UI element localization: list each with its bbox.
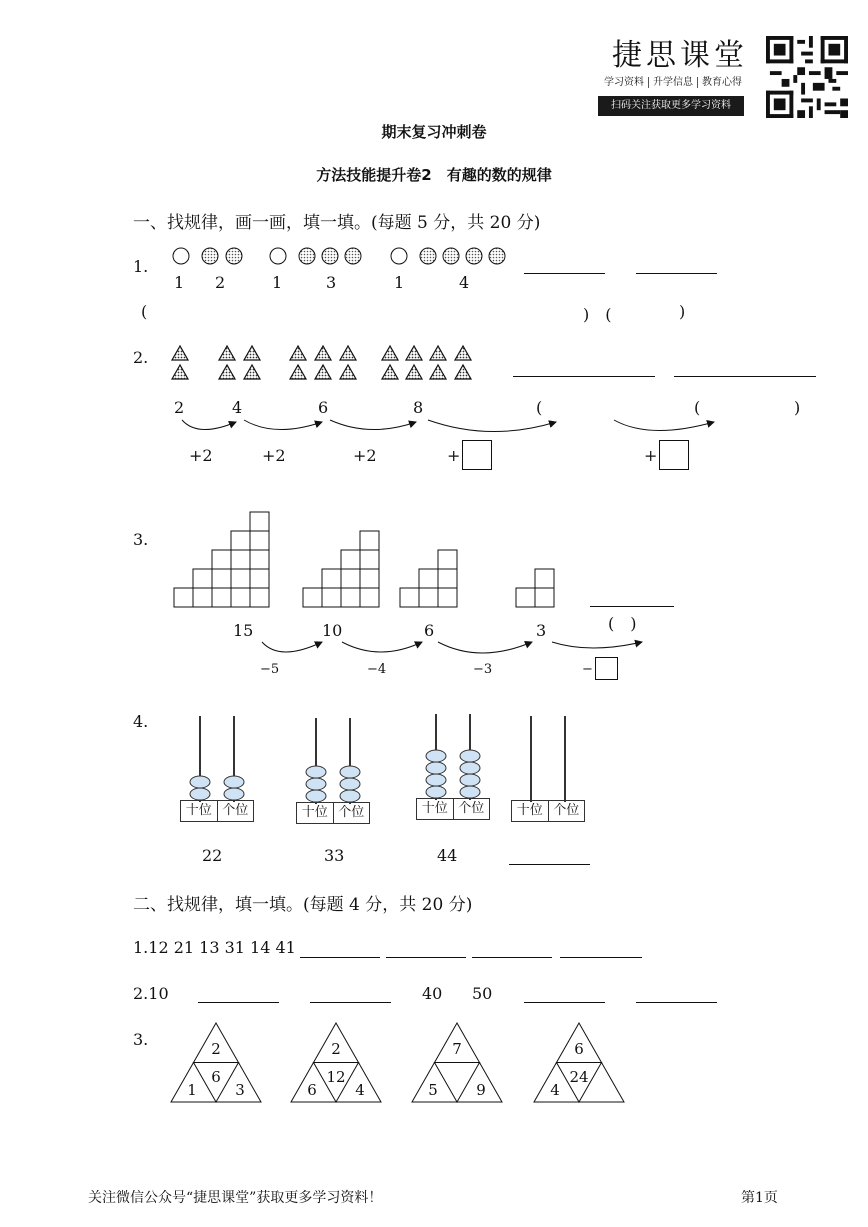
circle-dotted xyxy=(202,248,218,264)
step-label: +2 xyxy=(353,446,377,465)
tens-label: 十位 xyxy=(512,801,549,821)
answer-box[interactable] xyxy=(659,440,689,470)
brand-tag: 学习资料 xyxy=(600,77,649,88)
brand-tag: 教育心得 xyxy=(702,77,742,88)
scan-banner: 扫码关注获取更多学习资料 xyxy=(598,96,744,116)
q1-label: 1 xyxy=(272,273,283,292)
step-label: + xyxy=(644,446,658,465)
answer-blank[interactable] xyxy=(310,1002,391,1003)
qr-code-icon xyxy=(766,36,848,118)
step-label: −3 xyxy=(473,662,493,677)
question-number: 1. xyxy=(133,257,149,276)
abacus-value: 22 xyxy=(202,846,223,865)
triangle-center: 24 xyxy=(569,1068,589,1086)
bead xyxy=(340,778,360,790)
circle-dotted xyxy=(443,248,459,264)
triangle-right: 4 xyxy=(355,1081,365,1099)
number-triangle xyxy=(533,1022,625,1104)
s2-q2-number: 40 xyxy=(422,984,443,1003)
triangle xyxy=(382,346,398,360)
arrow xyxy=(330,420,416,430)
question-number: 4. xyxy=(133,712,149,731)
answer-blank[interactable] xyxy=(472,957,552,958)
circle-empty xyxy=(270,248,286,264)
abacus-value: 33 xyxy=(324,846,345,865)
answer-blank[interactable] xyxy=(636,273,717,274)
ones-label: 个位 xyxy=(338,805,365,820)
q1-label: 1 xyxy=(394,273,405,292)
answer-blank[interactable] xyxy=(513,376,655,377)
q1-label: 1 xyxy=(174,273,185,292)
tens-label: 十位 xyxy=(417,799,454,819)
triangle-right: 3 xyxy=(235,1081,245,1099)
seq-number: 4 xyxy=(232,398,243,417)
triangle xyxy=(430,365,446,379)
ones-label: 个位 xyxy=(458,801,485,816)
step-label: −4 xyxy=(367,662,387,677)
arrow xyxy=(614,420,714,431)
triangle-top: 2 xyxy=(331,1040,341,1058)
number-triangle xyxy=(290,1022,382,1104)
answer-blank[interactable] xyxy=(674,376,816,377)
answer-box[interactable] xyxy=(462,440,492,470)
abacus xyxy=(414,712,490,822)
paren-open: ( xyxy=(141,302,148,321)
tens-label: 十位 xyxy=(181,801,218,821)
triangle xyxy=(290,365,306,379)
triangle xyxy=(430,346,446,360)
bead xyxy=(340,766,360,778)
arrow xyxy=(182,420,236,430)
circle-dotted xyxy=(466,248,482,264)
bead xyxy=(340,790,360,802)
seq-number: 6 xyxy=(318,398,329,417)
triangle xyxy=(290,346,306,360)
triangle xyxy=(244,365,260,379)
seq-number: 2 xyxy=(174,398,185,417)
question-number: 2. xyxy=(133,348,149,367)
triangle xyxy=(172,365,188,379)
seq-number: 10 xyxy=(322,621,343,640)
triangle xyxy=(340,346,356,360)
circle-dotted xyxy=(345,248,361,264)
section1-heading: 一、找规律，画一画，填一填。(每题 5 分，共 20 分) xyxy=(133,213,541,233)
seq-number: 3 xyxy=(536,621,547,640)
paren-open: ( xyxy=(536,398,543,417)
bead xyxy=(460,786,480,798)
place-value-base xyxy=(511,800,585,822)
arrow xyxy=(552,642,642,648)
triangle-right: 9 xyxy=(476,1081,486,1099)
arrow xyxy=(428,420,556,432)
s2-q2-number: 50 xyxy=(472,984,493,1003)
triangle xyxy=(172,346,188,360)
ones-label: 个位 xyxy=(553,803,580,818)
step-label: + xyxy=(447,446,461,465)
ones-label: 个位 xyxy=(222,803,249,818)
bead xyxy=(426,774,446,786)
step-label: −5 xyxy=(260,662,280,677)
answer-blank[interactable] xyxy=(300,957,380,958)
answer-paren: ( ) xyxy=(608,614,637,633)
circle-empty xyxy=(391,248,407,264)
page-number: 第1页 xyxy=(741,1190,778,1206)
circle-dotted xyxy=(420,248,436,264)
triangle xyxy=(219,365,235,379)
place-value-base xyxy=(180,800,254,822)
abacus xyxy=(178,714,254,824)
step-label: − xyxy=(582,662,593,677)
abacus-value: 44 xyxy=(437,846,458,865)
bead xyxy=(426,762,446,774)
triangle xyxy=(455,346,471,360)
answer-blank[interactable] xyxy=(524,1002,605,1003)
triangle-left: 4 xyxy=(550,1081,560,1099)
triangle-left: 1 xyxy=(187,1081,197,1099)
triangle-top: 6 xyxy=(574,1040,584,1058)
circle-dotted xyxy=(489,248,505,264)
triangle xyxy=(315,365,331,379)
brand-tag: 升学信息 xyxy=(649,77,698,88)
brand-logo-text: 捷思课堂 xyxy=(612,38,748,73)
seq-number: 8 xyxy=(413,398,424,417)
paren-pair: ) ( xyxy=(583,305,612,324)
section2-heading: 二、找规律，填一填。(每题 4 分，共 20 分) xyxy=(133,895,473,915)
s2-q2-start: 2.10 xyxy=(133,984,169,1003)
triangle-top: 2 xyxy=(211,1040,221,1058)
abacus-rods xyxy=(509,714,585,804)
q2-triangle-pattern xyxy=(168,344,488,386)
answer-blank[interactable] xyxy=(560,957,642,958)
abacus-rods xyxy=(294,716,370,806)
answer-box[interactable] xyxy=(595,657,618,680)
bead xyxy=(426,786,446,798)
bead xyxy=(306,778,326,790)
triangle xyxy=(244,346,260,360)
q3-block-stairs xyxy=(172,510,572,610)
footer-promo: 关注微信公众号“捷思课堂”获取更多学习资料！ xyxy=(88,1190,383,1206)
paren-close: ) xyxy=(794,398,801,417)
seq-number: 15 xyxy=(233,621,254,640)
question-number: 3. xyxy=(133,530,149,549)
bead xyxy=(306,766,326,778)
bead xyxy=(224,776,244,788)
arrow xyxy=(438,642,532,653)
triangle xyxy=(406,346,422,360)
paren-open: ( xyxy=(694,398,701,417)
q1-label: 4 xyxy=(459,273,470,292)
bead xyxy=(460,762,480,774)
triangle xyxy=(219,346,235,360)
q1-label: 3 xyxy=(326,273,337,292)
paren-close: ) xyxy=(679,302,686,321)
triangle xyxy=(340,365,356,379)
q2-arrows xyxy=(170,410,730,445)
circle-empty xyxy=(173,248,189,264)
answer-blank[interactable] xyxy=(386,957,466,958)
page-subtitle: 方法技能提升卷2 有趣的数的规律 xyxy=(316,166,552,184)
triangle xyxy=(315,346,331,360)
number-triangle xyxy=(170,1022,262,1104)
abacus-rods xyxy=(414,712,490,802)
circle-dotted xyxy=(299,248,315,264)
seq-number: 6 xyxy=(424,621,435,640)
triangle-left: 6 xyxy=(307,1081,317,1099)
place-value-base xyxy=(296,802,370,824)
triangle-center: 12 xyxy=(326,1068,346,1086)
tens-label: 十位 xyxy=(297,803,334,823)
triangle xyxy=(406,365,422,379)
s2-q1-sequence: 1.12 21 13 31 14 41 xyxy=(133,938,296,957)
number-triangle xyxy=(411,1022,503,1104)
circle-dotted xyxy=(226,248,242,264)
bead xyxy=(224,788,244,800)
bead xyxy=(306,790,326,802)
triangle-top: 7 xyxy=(452,1040,462,1058)
page-title: 期末复习冲刺卷 xyxy=(381,123,487,141)
step-label: +2 xyxy=(262,446,286,465)
triangle-left: 5 xyxy=(428,1081,438,1099)
abacus-rods xyxy=(178,714,254,804)
arrow xyxy=(244,420,322,430)
bead xyxy=(190,776,210,788)
triangle-center: 6 xyxy=(211,1068,221,1086)
q1-label: 2 xyxy=(215,273,226,292)
arrow xyxy=(342,642,422,652)
step-label: +2 xyxy=(189,446,213,465)
brand-tags xyxy=(600,73,746,88)
bead xyxy=(190,788,210,800)
answer-blank[interactable] xyxy=(590,606,674,607)
bead xyxy=(460,774,480,786)
abacus-empty xyxy=(509,714,585,824)
triangle xyxy=(382,365,398,379)
answer-blank[interactable] xyxy=(636,1002,717,1003)
bead xyxy=(460,750,480,762)
answer-blank[interactable] xyxy=(198,1002,279,1003)
question-number: 3. xyxy=(133,1030,149,1049)
answer-blank[interactable] xyxy=(524,273,605,274)
triangle xyxy=(455,365,471,379)
circle-dotted xyxy=(322,248,338,264)
abacus xyxy=(294,716,370,826)
arrow xyxy=(262,642,322,652)
answer-blank[interactable] xyxy=(509,864,590,865)
bead xyxy=(426,750,446,762)
place-value-base xyxy=(416,798,490,820)
